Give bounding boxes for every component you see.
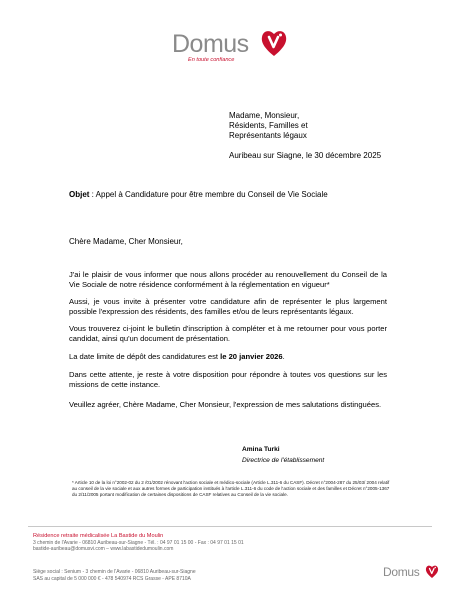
legal-footnote: * Article 10 de la loi n°2002-02 du 2 /01/2002 rénovant l'action sociale et médico-sociale (Article L.311-6 du CASF). Décret n°2004-287 du 25/03/ 2004 relatif au conseil de la vie sociale et aux autres formes de participation institués à l'article L.311-6 du code de l'action sociale et des familles et Décret n°2005-1367 du 2/11/2005 portant modification de certaines dispositions de CASF relatives au Conseil de la vie sociale.	[72, 480, 390, 497]
logo-wordmark: Domus	[172, 30, 249, 58]
deadline-text: La date limite de dépôt des candidatures est	[69, 352, 221, 361]
company-info: SAS au capital de 5 000 000 € - 478 540974 RCS Grasse - APE 8710A	[33, 575, 191, 582]
residence-web: bastide-auribeau@domusvi.com – www.labastidedumoulin.com	[33, 546, 174, 553]
footer-logo-wordmark: Domus	[383, 565, 420, 579]
residence-address: 3 chemin de l'Avarie - 06810 Auribeau-sur-Siagne - Tél. : 04 97 01 15 00 - Fax : 04 97 01 15 01	[33, 539, 244, 546]
recipient-block	[229, 111, 308, 141]
footer-divider	[28, 526, 432, 527]
heart-logo-icon	[260, 28, 288, 58]
subject-text: : Appel à Candidature pour être membre du Conseil de Vie Sociale	[89, 190, 328, 199]
paragraph-5: Dans cette attente, je reste à votre disposition pour répondre à toutes vos questions sur les missions de cette instance.	[69, 370, 387, 389]
salutation: Chère Madame, Cher Monsieur,	[69, 237, 183, 246]
footer-logo	[383, 565, 443, 581]
recipient-line: Madame, Monsieur,	[229, 111, 300, 120]
subject-label: Objet	[69, 190, 90, 199]
footer-contact	[33, 533, 244, 553]
letter-subject	[69, 190, 328, 199]
logo-tagline: En toute confiance	[188, 57, 235, 63]
paragraph-2: Aussi, je vous invite à présenter votre candidature afin de représenter le plus largement possible l'expression des résidents, des familles et/ou de leurs représentants légaux.	[69, 297, 387, 316]
paragraph-1: J'ai le plaisir de vous informer que nous allons procéder au renouvellement du Conseil de la Vie Sociale de notre résidence conformément à la réglementation en vigueur*	[69, 270, 387, 289]
closing-paragraph: Veuillez agréer, Chère Madame, Cher Monsieur, l'expression de mes salutations distinguées.	[69, 400, 382, 409]
recipient-line: Représentants légaux	[229, 131, 307, 140]
letter-date: Auribeau sur Siagne, le 30 décembre 2025	[229, 151, 382, 160]
paragraph-deadline	[69, 352, 387, 362]
recipient-line: Résidents, Familles et	[229, 121, 308, 130]
siege-social: Siège social : Senium - 3 chemin de l'Avarie - 06810 Auribeau-sur-Siagne	[33, 569, 196, 575]
paragraph-3: Vous trouverez ci-joint le bulletin d'inscription à compléter et à me retourner pour vous porter candidat, ainsi qu'un document de présentation.	[69, 324, 387, 343]
domusvi-logo	[172, 30, 292, 70]
signatory-role: Directrice de l'établissement	[242, 457, 325, 464]
deadline-date: le 20 janvier 2026	[220, 352, 283, 361]
residence-name: Résidence retraite médicalisée La Bastide du Moulin	[33, 533, 164, 539]
signatory-name: Amina Turki	[242, 446, 280, 453]
deadline-end: .	[282, 352, 285, 361]
footer-legal	[33, 569, 196, 582]
footer-heart-logo-icon	[425, 564, 439, 579]
